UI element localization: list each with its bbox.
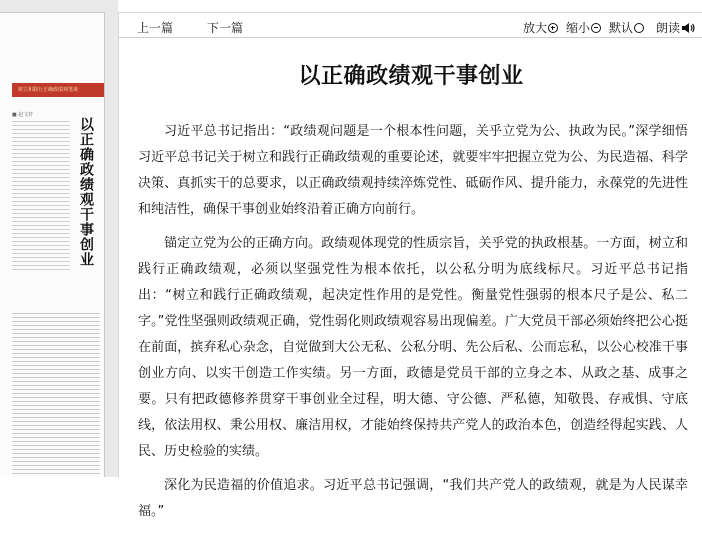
- minus-circle-icon: [591, 23, 601, 33]
- read-aloud-label: 朗读: [655, 21, 680, 35]
- next-article-link[interactable]: 下一篇: [207, 21, 244, 35]
- default-size-button[interactable]: [609, 19, 644, 36]
- reader-toolbar: [119, 13, 702, 38]
- article-title: 以正确政绩观干事创业: [298, 64, 524, 89]
- plus-circle-icon: [548, 23, 558, 33]
- thumbnail-banner: 树立和践行正确政绩观笔谈: [12, 83, 104, 97]
- newspaper-thumbnail-pane: [0, 0, 118, 477]
- default-size-label: 默认: [608, 21, 633, 35]
- article-paragraph: 习近平总书记指出：“政绩观问题是一个根本性问题，关乎立党为公、执政为民。”深学细悟习近平总书记关于树立和践行正确政绩观的重要论述，就要牢牢把握立党为公、为民造福、科学决策、真抓实干的总要求，以正确政绩观持续淬炼党性、砥砺作风、提升能力，永葆党的先进性和纯洁性，确保干事创业始终沿着正确方向前行。: [138, 124, 688, 217]
- zoom-in-button[interactable]: [523, 19, 558, 36]
- article-paragraph: 深化为民造福的价值追求。习近平总书记强调，“我们共产党人的政绩观，就是为人民谋幸福。”: [138, 478, 688, 519]
- text-tools: [523, 19, 695, 36]
- article-reader: [118, 12, 702, 519]
- zoom-out-button[interactable]: [566, 19, 601, 36]
- newspaper-page-thumbnail[interactable]: [0, 12, 105, 477]
- circle-icon: [634, 23, 644, 33]
- thumbnail-vertical-title: 以正确政绩观干事创业: [78, 117, 94, 267]
- zoom-out-label: 缩小: [565, 21, 590, 35]
- zoom-in-label: 放大: [522, 21, 547, 35]
- prev-article-link[interactable]: 上一篇: [137, 21, 174, 35]
- article-body: [138, 119, 688, 533]
- thumbnail-byline: ■ 赵文轩: [12, 112, 34, 118]
- article-paragraph: 锚定立党为公的正确方向。政绩观体现党的性质宗旨，关乎党的执政根基。一方面，树立和践行正确政绩观，必须以坚强党性为根本依托，以公私分明为底线标尺。习近平总书记指出：“树立和践行正确政绩观，起决定性作用的是党性。衡量党性强弱的根本尺子是公、私二字。”党性坚强则政绩观正确，党性弱化则政绩观容易出现偏差。广大党员干部必须始终把公心挺在前面，摈弃私心杂念，自觉做到大公无私、公私分明、先公后私、公而忘私，以公心校准干事创业方向、以实干创造工作实绩。另一方面，政德是党员干部的立身之本、从政之基、成事之要。只有把政德修养贯穿干事创业全过程，明大德、守公德、严私德，知敬畏、存戒惧、守底线，依法用权、秉公用权、廉洁用权，才能始终保持共产党人的政治本色，创造经得起实践、人民、历史检验的实绩。: [138, 236, 688, 459]
- speaker-icon: [681, 22, 695, 34]
- read-aloud-button[interactable]: [656, 19, 695, 36]
- thumbnail-text-block-lower: [12, 313, 100, 477]
- thumbnail-text-block-upper: [12, 121, 70, 271]
